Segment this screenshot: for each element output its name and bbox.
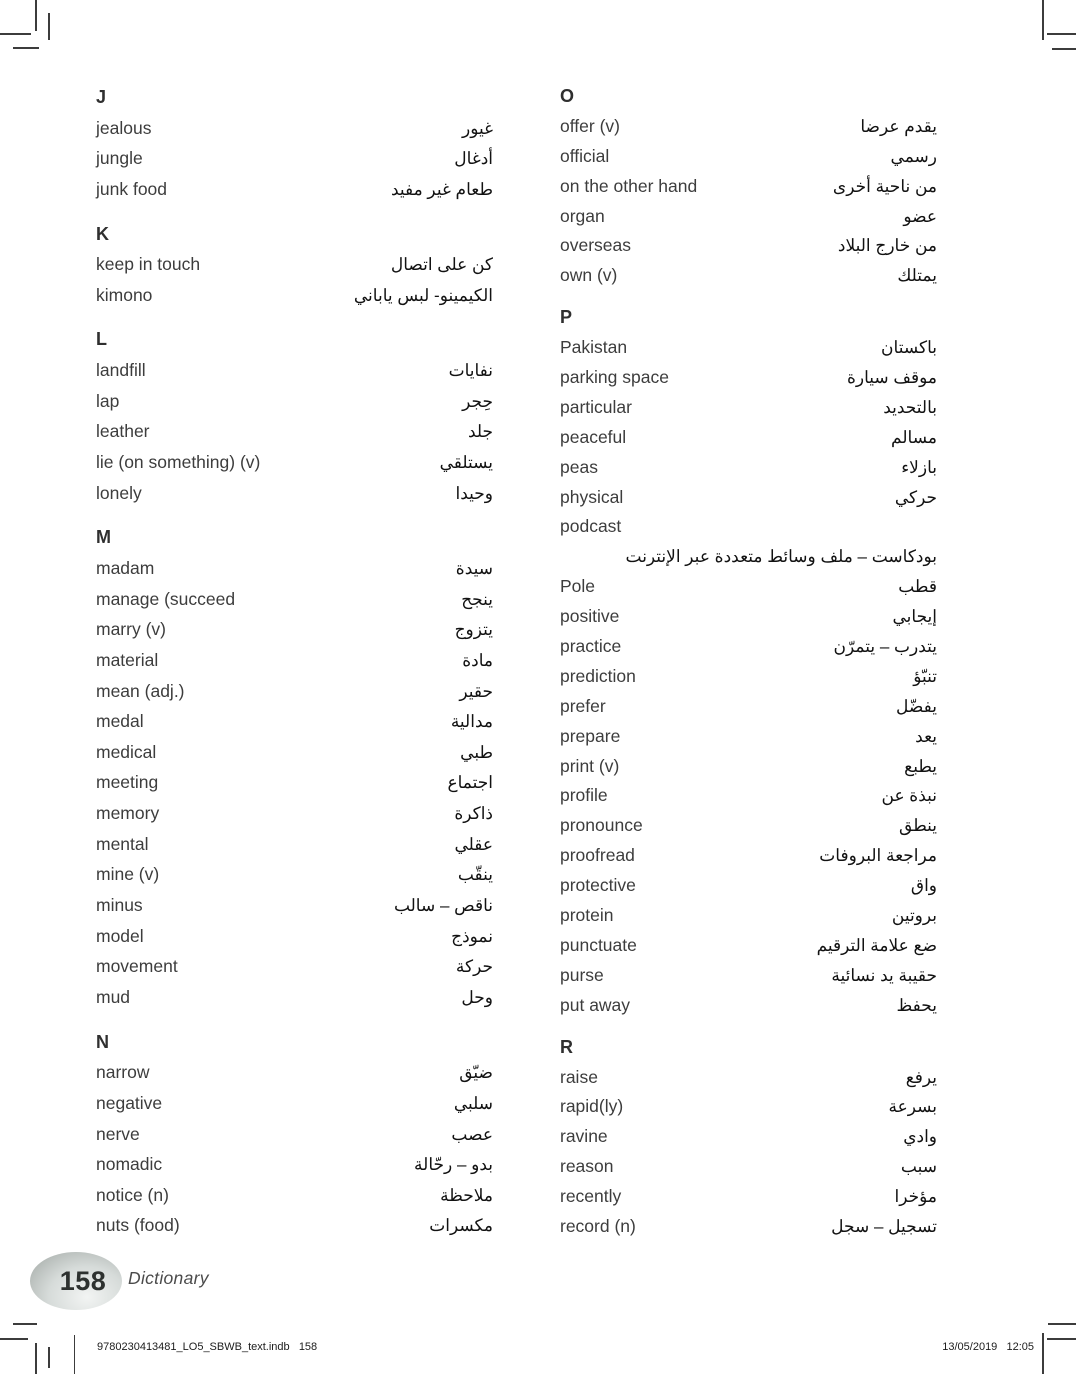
entry-row — [96, 1149, 493, 1180]
entry-arabic: ينجح — [461, 589, 493, 609]
entry-row — [560, 483, 937, 513]
section-j — [96, 82, 493, 205]
entry-row — [560, 363, 937, 393]
entry-english: peaceful — [560, 426, 627, 447]
entry-row — [96, 951, 493, 982]
entry-row — [96, 249, 493, 280]
entry-arabic: تنبّؤ — [913, 666, 937, 686]
page-number: 158 — [59, 1265, 107, 1296]
entry-row — [560, 692, 937, 722]
printers-timestamp: 13/05/2019 12:05 — [942, 1341, 1034, 1353]
entry-row — [96, 890, 493, 921]
entry-row — [96, 921, 493, 952]
entry-row — [560, 961, 937, 991]
section-letter: O — [560, 86, 575, 106]
entry-arabic: حقير — [459, 681, 493, 701]
entry-english: leather — [96, 421, 150, 442]
entry-english: offer (v) — [560, 115, 620, 136]
entry-row — [96, 614, 493, 645]
entry-english: reason — [560, 1156, 614, 1177]
entry-row — [96, 386, 493, 417]
entry-arabic: أدغال — [454, 149, 493, 169]
entry-row — [560, 1212, 937, 1242]
entry-arabic: ضيّق — [459, 1063, 493, 1083]
entry-english: landfill — [96, 360, 146, 381]
section-letter: R — [560, 1036, 573, 1057]
entry-arabic: وادي — [903, 1127, 937, 1147]
entry-row — [96, 143, 493, 174]
entry-english: meeting — [96, 772, 159, 793]
entry-english: recently — [560, 1186, 622, 1207]
entry-row — [96, 706, 493, 737]
entry-arabic: بروتين — [891, 906, 937, 926]
entry-english: Pole — [560, 576, 596, 597]
entry-english: minus — [96, 895, 143, 916]
entry-english: print (v) — [560, 755, 620, 776]
entry-english: movement — [96, 956, 178, 977]
crop-mark — [48, 13, 50, 40]
crop-mark — [35, 0, 37, 31]
entry-row — [560, 931, 937, 961]
entry-row — [96, 280, 493, 311]
entry-arabic: يطبع — [904, 756, 937, 776]
entry-row — [96, 676, 493, 707]
crop-mark — [1042, 0, 1044, 40]
entry-row — [96, 1119, 493, 1150]
entry-arabic: موقف سيارة — [846, 368, 937, 388]
entry-row — [560, 722, 937, 752]
entry-english: negative — [96, 1092, 163, 1113]
entry-row — [560, 602, 937, 632]
entry-english: proofread — [560, 845, 635, 866]
entry-english: mine (v) — [96, 864, 160, 885]
entry-arabic: نموذج — [451, 926, 493, 946]
entry-arabic: بالتحديد — [883, 397, 937, 417]
entry-row — [96, 174, 493, 205]
entry-english: jungle — [96, 148, 143, 169]
entry-row — [560, 662, 937, 692]
entry-arabic: يتدرب – يتمرّن — [833, 637, 937, 657]
entry-english: keep in touch — [96, 254, 201, 275]
entry-row — [560, 512, 937, 542]
entry-arabic: واق — [910, 876, 937, 896]
entry-arabic: من ناحية أخرى — [832, 176, 937, 196]
entry-arabic: سلبي — [453, 1093, 493, 1113]
entry-arabic: بدو – رحّالة — [414, 1155, 493, 1175]
entry-row-arabic — [560, 542, 937, 572]
entry-row — [560, 752, 937, 782]
entry-arabic: نفايات — [448, 361, 493, 381]
entry-arabic: ذاكرة — [454, 804, 493, 824]
entry-row — [560, 172, 937, 202]
entry-english: narrow — [96, 1062, 150, 1083]
entry-arabic: مكسرات — [429, 1216, 493, 1236]
entry-arabic: من خارج البلاد — [837, 236, 937, 256]
entry-arabic: اجتماع — [447, 773, 493, 793]
entry-row — [560, 202, 937, 232]
entry-row — [96, 1180, 493, 1211]
entry-arabic: كن على اتصال — [390, 255, 493, 275]
entry-english: official — [560, 145, 610, 166]
entry-row — [560, 841, 937, 871]
section-m — [96, 522, 493, 1012]
entry-arabic: وحل — [461, 987, 493, 1007]
entry-english: notice (n) — [96, 1184, 169, 1205]
entry-english: pronounce — [560, 815, 643, 836]
section-letter: M — [96, 527, 111, 548]
entry-english: lonely — [96, 482, 142, 503]
entry-english: nomadic — [96, 1154, 163, 1175]
entry-arabic: بسرعة — [888, 1097, 937, 1117]
entry-arabic: عضو — [903, 206, 937, 226]
crop-mark — [1048, 1323, 1076, 1325]
entry-arabic: يقدم عرضا — [860, 116, 937, 136]
section-l — [96, 324, 493, 508]
entry-row — [560, 423, 937, 453]
entry-english: lap — [96, 390, 120, 411]
entry-row — [96, 447, 493, 478]
section-p — [560, 303, 937, 1020]
entry-arabic: إيجابي — [892, 607, 937, 627]
entry-arabic: سيدة — [455, 558, 493, 578]
entry-english: mental — [96, 833, 149, 854]
entry-english: own (v) — [560, 265, 618, 286]
entry-english: practice — [560, 636, 622, 657]
entry-english: physical — [560, 486, 624, 507]
entry-arabic: باكستان — [881, 338, 937, 358]
section-letter: P — [560, 307, 573, 328]
entry-row — [96, 798, 493, 829]
section-r — [560, 1033, 937, 1242]
entry-english: prepare — [560, 725, 621, 746]
entry-row — [96, 1088, 493, 1119]
entry-english: overseas — [560, 235, 632, 256]
entry-english: punctuate — [560, 934, 637, 955]
entry-row — [560, 261, 937, 291]
entry-row — [560, 393, 937, 423]
entry-row — [96, 767, 493, 798]
section-k — [96, 219, 493, 311]
entry-arabic: بازلاء — [901, 457, 937, 477]
entry-row — [96, 478, 493, 509]
printers-file-info: 9780230413481_LO5_SBWB_text.indb 158 — [97, 1341, 318, 1353]
entry-english: nerve — [96, 1123, 140, 1144]
page-number-badge — [30, 1252, 122, 1310]
entry-english: positive — [560, 606, 620, 627]
entry-row — [560, 632, 937, 662]
entry-row — [96, 737, 493, 768]
entry-english: kimono — [96, 284, 153, 305]
entry-row — [96, 982, 493, 1013]
entry-row — [96, 113, 493, 144]
entry-row — [560, 1122, 937, 1152]
dictionary-column-right — [560, 82, 937, 1242]
entry-row — [560, 901, 937, 931]
entry-english: mud — [96, 986, 131, 1007]
section-o — [560, 82, 937, 291]
entry-row — [560, 572, 937, 602]
entry-arabic: يتزوج — [454, 620, 493, 640]
entry-row — [560, 231, 937, 261]
entry-arabic: ناقص – سالب — [393, 896, 493, 916]
entry-arabic: يرفع — [905, 1067, 937, 1087]
entry-row — [96, 584, 493, 615]
entry-english: ravine — [560, 1126, 608, 1147]
entry-arabic: طبي — [460, 742, 493, 762]
entry-row — [560, 1182, 937, 1212]
entry-row — [96, 553, 493, 584]
dictionary-column-left — [96, 82, 493, 1241]
entry-english: madam — [96, 557, 155, 578]
entry-english: model — [96, 925, 144, 946]
entry-english: organ — [560, 205, 605, 226]
entry-arabic: وحيدا — [455, 483, 493, 503]
entry-arabic: طعام غير مفيد — [390, 179, 493, 199]
entry-english: mean (adj.) — [96, 680, 185, 701]
crop-mark — [1052, 48, 1076, 50]
entry-arabic: مؤخرا — [894, 1187, 937, 1207]
entry-english: medical — [96, 741, 157, 762]
entry-row — [96, 645, 493, 676]
crop-mark — [48, 1347, 50, 1368]
entry-row — [560, 871, 937, 901]
printers-rule — [74, 1335, 75, 1374]
entry-english: on the other hand — [560, 175, 698, 196]
entry-english: manage (succeed — [96, 588, 236, 609]
entry-arabic: مادة — [462, 650, 493, 670]
entry-english: prefer — [560, 695, 606, 716]
entry-arabic: قطب — [898, 577, 937, 597]
crop-mark — [1047, 33, 1076, 35]
crop-mark — [1042, 1333, 1044, 1374]
entry-row — [560, 453, 937, 483]
section-n — [96, 1027, 493, 1241]
entry-row — [560, 1152, 937, 1182]
entry-english: parking space — [560, 367, 669, 388]
entry-english: peas — [560, 456, 598, 477]
entry-english: purse — [560, 964, 604, 985]
entry-arabic: يمتلك — [897, 266, 937, 286]
section-letter: L — [96, 329, 107, 350]
entry-english: protective — [560, 875, 636, 896]
entry-arabic: ينقّب — [457, 865, 493, 885]
entry-english: marry (v) — [96, 619, 166, 640]
entry-arabic: مراجعة البروفات — [819, 846, 937, 866]
entry-english: protein — [560, 905, 614, 926]
entry-arabic: ينطق — [899, 816, 937, 836]
entry-arabic: حِجر — [462, 391, 493, 411]
entry-row — [96, 829, 493, 860]
entry-arabic: يفضّل — [896, 696, 937, 716]
crop-mark — [0, 33, 31, 35]
entry-arabic: حقيبة يد نسائية — [831, 965, 937, 985]
crop-mark — [35, 1343, 37, 1374]
entry-arabic: تسجيل – سجل — [831, 1216, 937, 1236]
entry-row — [560, 781, 937, 811]
entry-english: material — [96, 649, 159, 670]
entry-arabic: مدالية — [450, 712, 493, 732]
entry-english: nuts (food) — [96, 1215, 180, 1236]
entry-arabic: يحفظ — [896, 995, 937, 1015]
crop-mark — [0, 1338, 28, 1340]
entry-english: put away — [560, 994, 631, 1015]
entry-arabic: بودكاست – ملف وسائط متعددة عبر الإنترنت — [625, 547, 937, 567]
crop-mark — [13, 47, 39, 49]
entry-arabic: جلد — [467, 422, 493, 442]
footer-section-label: Dictionary — [128, 1268, 209, 1288]
entry-english: rapid(ly) — [560, 1096, 624, 1117]
entry-english: lie (on something) (v) — [96, 452, 261, 473]
entry-row — [560, 142, 937, 172]
entry-row — [560, 1063, 937, 1093]
entry-arabic: ملاحظة — [440, 1185, 493, 1205]
entry-english: junk food — [96, 178, 168, 199]
entry-arabic: عقلي — [454, 834, 493, 854]
entry-english: raise — [560, 1066, 598, 1087]
entry-arabic: حركي — [894, 487, 937, 507]
entry-english: profile — [560, 785, 608, 806]
entry-arabic: رسمي — [890, 146, 937, 166]
entry-row — [96, 859, 493, 890]
entry-row — [96, 1210, 493, 1241]
crop-mark — [13, 1323, 37, 1325]
section-letter: N — [96, 1031, 109, 1052]
entry-arabic: مسالم — [891, 427, 937, 447]
entry-english: Pakistan — [560, 337, 628, 358]
entry-arabic: نبذة عن — [881, 786, 937, 806]
entry-english: medal — [96, 711, 144, 732]
entry-arabic: يعد — [915, 726, 937, 746]
entry-english: podcast — [560, 516, 622, 537]
entry-row — [560, 811, 937, 841]
entry-row — [560, 991, 937, 1021]
entry-english: particular — [560, 396, 632, 417]
entry-english: memory — [96, 803, 160, 824]
entry-arabic: ضع علامة الترقيم — [816, 935, 937, 955]
entry-row — [96, 355, 493, 386]
entry-english: record (n) — [560, 1215, 636, 1236]
entry-english: jealous — [96, 117, 152, 138]
section-letter: K — [96, 223, 109, 244]
entry-arabic: الكيمينو- لبس ياباني — [353, 285, 493, 305]
section-letter: J — [96, 87, 107, 107]
entry-english: prediction — [560, 665, 636, 686]
entry-row — [560, 112, 937, 142]
crop-mark — [1047, 1338, 1076, 1340]
entry-arabic: حركة — [455, 957, 493, 977]
entry-row — [96, 416, 493, 447]
entry-row — [560, 333, 937, 363]
entry-arabic: يستلقي — [439, 453, 493, 473]
entry-row — [96, 1057, 493, 1088]
entry-arabic: سبب — [900, 1157, 937, 1177]
entry-arabic: غيور — [461, 118, 493, 138]
entry-arabic: عصب — [451, 1124, 493, 1144]
entry-row — [560, 1092, 937, 1122]
